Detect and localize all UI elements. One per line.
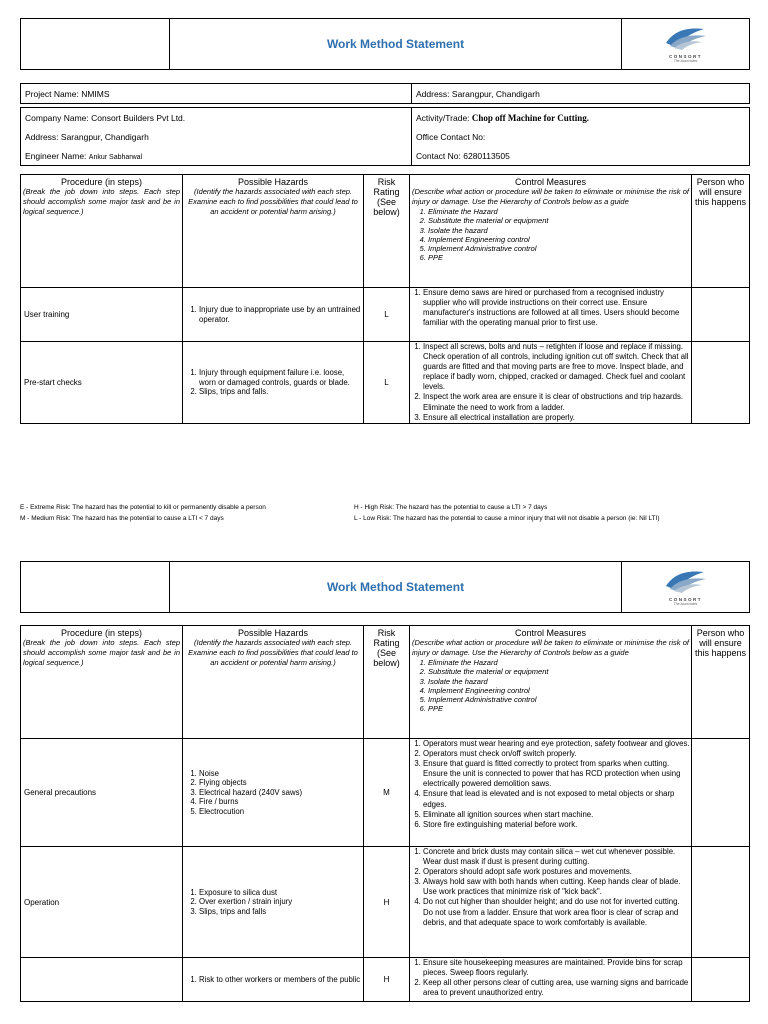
hazard-table-2 — [20, 625, 750, 1002]
procedure-step: General precautions — [21, 739, 183, 847]
logo-text: CONSORT — [669, 597, 702, 602]
control-item: 4. Do not cut higher than shoulder height; and do use not for inverted cutting. Do not use from a ladder. Ensure that work area floor is clear of scrap and debris, and that adequate space to work comfortably is available. — [423, 897, 691, 927]
company-name: Company Name: Consort Builders Pvt Ltd. — [21, 108, 412, 128]
control-measures-cell — [410, 739, 692, 847]
control-item: 3. Always hold saw with both hands when cutting. Keep hands clear of blade. Use work practices that minimize risk of "kick back". — [423, 877, 691, 897]
control-item: 6. Store fire extinguishing material before work. — [423, 820, 691, 830]
control-item: 1. Concrete and brick dusts may contain silica – wet cut whenever possible. Wear dust mask if dust is present during cutting. — [423, 847, 691, 867]
hazard-table-1 — [20, 174, 750, 424]
procedure-step — [21, 958, 183, 1002]
project-name: Project Name: NMIMS — [21, 84, 412, 104]
document-title: Work Method Statement — [170, 562, 622, 613]
control-item: 2. Keep all other persons clear of cutting area, use warning signs and barricade area to prevent unauthorized entry. — [423, 978, 691, 998]
table-row — [21, 342, 750, 424]
project-info-table — [20, 83, 750, 166]
hazard-item: 1. Noise — [199, 769, 363, 779]
col-person: Person who will ensure this happens — [692, 175, 750, 288]
consort-logo-icon — [660, 25, 712, 51]
table-row — [21, 847, 750, 958]
hierarchy-list — [412, 658, 689, 714]
hazard-item: 2. Slips, trips and falls. — [199, 387, 363, 397]
table-1-rows — [21, 288, 750, 424]
hierarchy-item: 2. Substitute the material or equipment — [428, 667, 689, 676]
procedure-step: User training — [21, 288, 183, 342]
person-responsible — [692, 847, 750, 958]
contact-no: Contact No: 6280113505 — [412, 146, 750, 166]
procedure-step: Operation — [21, 847, 183, 958]
hazards-cell — [183, 288, 364, 342]
hazard-item: 1. Injury through equipment failure i.e. loose, worn or damaged controls, guards or blade. — [199, 368, 363, 387]
logo — [622, 19, 750, 70]
hierarchy-item: 5. Implement Administrative control — [428, 695, 689, 704]
control-measures-cell — [410, 342, 692, 424]
office-contact: Office Contact No: — [412, 127, 750, 146]
control-item: 3. Ensure that guard is fitted correctly to protect from sparks when cutting. Ensure the unit is connected to power that has RCD protection when using electrically powered demolition saws. — [423, 759, 691, 789]
control-item: 2. Operators must check on/off switch properly. — [423, 749, 691, 759]
risk-rating: H — [364, 958, 410, 1002]
table-row — [21, 739, 750, 847]
hazard-item: 3. Electrical hazard (240V saws) — [199, 788, 363, 798]
col-control: Control Measures (Describe what action or procedure will be taken to eliminate or minimise the risk of injury or damage. Use the Hierarchy of Controls below as a guide 1. Eliminate the Hazard 2. Substitute the material or equipment 3. Isolate the hazard 4. Implement Engineering control 5. Implement Administrative control 6. PPE — [410, 626, 692, 739]
risk-rating: H — [364, 847, 410, 958]
engineer-name: Engineer Name: Ankur Sabharwal — [21, 146, 412, 166]
col-risk: Risk Rating (See below) — [364, 626, 410, 739]
hazards-cell — [183, 739, 364, 847]
hierarchy-item: 3. Isolate the hazard — [428, 226, 689, 235]
address-left: Address: Sarangpur, Chandigarh — [21, 127, 412, 146]
hazard-item: 1. Exposure to silica dust — [199, 888, 363, 898]
control-item: 1. Operators must wear hearing and eye protection, safety footwear and gloves. — [423, 739, 691, 749]
table-row — [21, 958, 750, 1002]
risk-rating: M — [364, 739, 410, 847]
legend-low: L - Low Risk: The hazard has the potential to cause a minor injury that will not disable a person (ie: Nil LTI) — [354, 515, 660, 522]
document-title: Work Method Statement — [170, 19, 622, 70]
legend-extreme: E - Extreme Risk: The hazard has the potential to kill or permanently disable a person — [20, 504, 266, 511]
hierarchy-item: 5. Implement Administrative control — [428, 244, 689, 253]
person-responsible — [692, 739, 750, 847]
control-measures-cell — [410, 288, 692, 342]
header-blank-cell — [21, 19, 170, 70]
header-block-2 — [20, 561, 750, 613]
control-item: 3. Ensure all electrical installation are properly. — [423, 413, 691, 423]
hazards-cell — [183, 958, 364, 1002]
hazard-item: 2. Flying objects — [199, 778, 363, 788]
legend-medium: M - Medium Risk: The hazard has the potential to cause a LTI < 7 days — [20, 515, 224, 522]
address-right: Address: Sarangpur, Chandigarh — [412, 84, 750, 104]
logo-tagline: The Associates — [673, 59, 698, 63]
hierarchy-item: 4. Implement Engineering control — [428, 686, 689, 695]
hierarchy-item: 1. Eliminate the Hazard — [428, 658, 689, 667]
procedure-step: Pre-start checks — [21, 342, 183, 424]
control-item: 2. Operators should adopt safe work postures and movements. — [423, 867, 691, 877]
person-responsible — [692, 288, 750, 342]
header-blank-cell — [21, 562, 170, 613]
hierarchy-item: 4. Implement Engineering control — [428, 235, 689, 244]
control-item: 1. Inspect all screws, bolts and nuts – retighten if loose and replace if missing. Check operation of all controls, including ignition cut off switch. Check that all guards are fitted and that moving parts are free to move. Inspect blade, and replace if badly worn, chipped, cracked or damaged. Check fuel and coolant levels. — [423, 342, 691, 392]
hierarchy-item: 6. PPE — [428, 253, 689, 262]
logo — [622, 562, 750, 613]
logo-tagline: The Associates — [673, 602, 698, 606]
activity-trade: Activity/Trade: Chop off Machine for Cutting. — [412, 108, 750, 128]
hierarchy-item: 6. PPE — [428, 704, 689, 713]
control-item: 2. Inspect the work area are ensure it is clear of obstructions and trip hazards. Eliminate the need to work from a ladder. — [423, 392, 691, 412]
hazards-cell — [183, 342, 364, 424]
risk-rating: L — [364, 288, 410, 342]
header-block-1 — [20, 18, 750, 70]
col-procedure: Procedure (in steps) (Break the job down into steps. Each step should accomplish some major task and be in logical sequence.) — [21, 626, 183, 739]
table-2-rows — [21, 739, 750, 1002]
hazards-cell — [183, 847, 364, 958]
person-responsible — [692, 958, 750, 1002]
hazard-item: 5. Electrocution — [199, 807, 363, 817]
control-item: 5. Eliminate all ignition sources when start machine. — [423, 810, 691, 820]
hierarchy-item: 3. Isolate the hazard — [428, 677, 689, 686]
hierarchy-item: 1. Eliminate the Hazard — [428, 207, 689, 216]
col-hazards: Possible Hazards (Identify the hazards associated with each step. Examine each to find possibilities that could lead to an accident or potential harm arising.) — [183, 175, 364, 288]
control-item: 1. Ensure site housekeeping measures are maintained. Provide bins for scrap pieces. Sweep floors regularly. — [423, 958, 691, 978]
hazard-item: 4. Fire / burns — [199, 797, 363, 807]
col-procedure: Procedure (in steps) (Break the job down into steps. Each step should accomplish some major task and be in logical sequence.) — [21, 175, 183, 288]
control-item: 4. Ensure that lead is elevated and is not exposed to metal objects or sharp edges. — [423, 789, 691, 809]
col-risk: Risk Rating (See below) — [364, 175, 410, 288]
hierarchy-list — [412, 207, 689, 263]
hazard-item: 1. Injury due to inappropriate use by an untrained operator. — [199, 305, 363, 324]
logo-text: CONSORT — [669, 54, 702, 59]
col-person: Person who will ensure this happens — [692, 626, 750, 739]
consort-logo-icon — [660, 568, 712, 594]
hazard-item: 3. Slips, trips and falls — [199, 907, 363, 917]
person-responsible — [692, 342, 750, 424]
table-row — [21, 288, 750, 342]
legend-high: H - High Risk: The hazard has the potential to cause a LTI > 7 days — [354, 504, 548, 511]
control-measures-cell — [410, 958, 692, 1002]
hazard-item: 2. Over exertion / strain injury — [199, 897, 363, 907]
col-hazards: Possible Hazards (Identify the hazards associated with each step. Examine each to find possibilities that could lead to an accident or potential harm arising.) — [183, 626, 364, 739]
risk-rating: L — [364, 342, 410, 424]
control-item: 1. Ensure demo saws are hired or purchased from a recognised industry supplier who will provide instructions on their correct use. Ensure manufacturer's instructions are followed at all times. Users should become familiar with the operating manual prior to first use. — [423, 288, 691, 328]
hierarchy-item: 2. Substitute the material or equipment — [428, 216, 689, 225]
hazard-item: 1. Risk to other workers or members of the public — [199, 975, 363, 985]
col-control: Control Measures (Describe what action or procedure will be taken to eliminate or minimise the risk of injury or damage. Use the Hierarchy of Controls below as a guide 1. Eliminate the Hazard 2. Substitute the material or equipment 3. Isolate the hazard 4. Implement Engineering control 5. Implement Administrative control 6. PPE — [410, 175, 692, 288]
control-measures-cell — [410, 847, 692, 958]
